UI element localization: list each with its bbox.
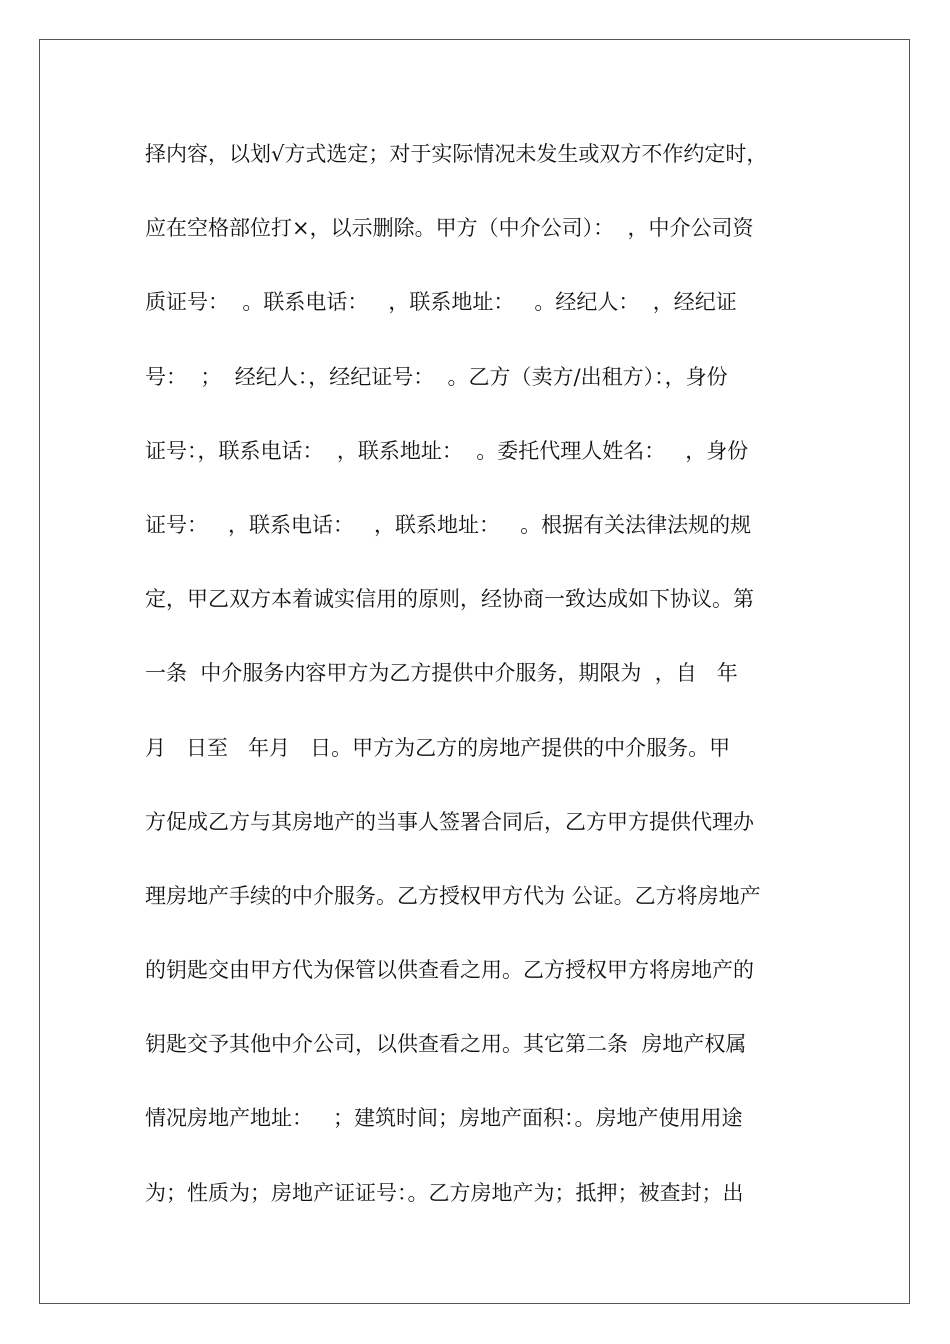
text-line: 月 日至 年月 日。甲方为乙方的房地产提供的中介服务。甲: [145, 735, 731, 760]
text-line: 证号： ，联系电话： ，联系地址： 。根据有关法律法规的规: [145, 512, 752, 537]
text-line: 情况房地产地址： ；建筑时间；房地产面积：。房地产使用用途: [145, 1106, 743, 1131]
text-line: 钥匙交予其他中介公司，以供查看之用。其它第二条 房地产权属: [145, 1032, 747, 1057]
text-line: 择内容，以划√方式选定；对于实际情况未发生或双方不作约定时，: [145, 142, 768, 166]
text-line: 应在空格部位打×，以示删除。甲方（中介公司）： ，中介公司资: [145, 216, 754, 241]
text-line: 证号：，联系电话： ，联系地址： 。委托代理人姓名： ，身份: [145, 438, 749, 463]
document-body: [145, 128, 805, 1241]
text-line: 的钥匙交由甲方代为保管以供查看之用。乙方授权甲方将房地产的: [145, 958, 754, 983]
text-line: 方促成乙方与其房地产的当事人签署合同后，乙方甲方提供代理办: [145, 809, 754, 834]
text-line: 质证号： 。联系电话： ，联系地址： 。经纪人： ，经纪证: [145, 290, 737, 315]
text-line: 为；性质为；房地产证证号：。乙方房地产为；抵押；被查封；出: [145, 1180, 744, 1205]
text-line: 一条 中介服务内容甲方为乙方提供中介服务，期限为 ，自 年: [145, 661, 738, 686]
text-line: 理房地产手续的中介服务。乙方授权甲方代为 公证。乙方将房地产: [145, 883, 761, 908]
text-line: 定，甲乙双方本着诚实信用的原则，经协商一致达成如下协议。第: [145, 587, 754, 612]
text-line: 号： ； 经纪人：，经纪证号： 。乙方（卖方/出租方）：，身份: [145, 364, 728, 389]
